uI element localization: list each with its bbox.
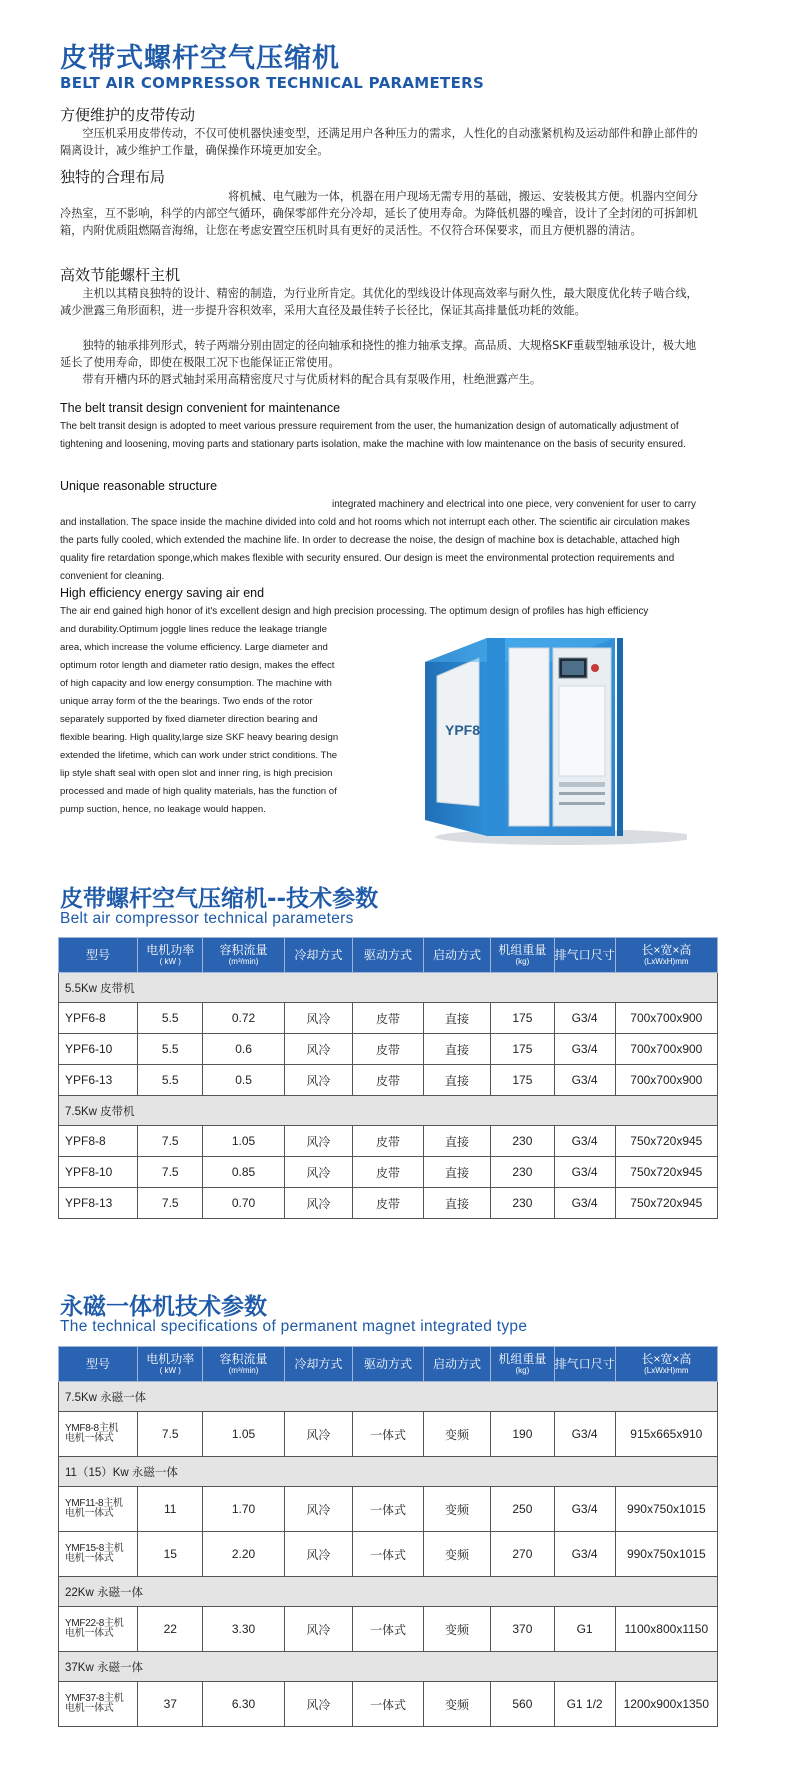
page-title-cn: 皮带式螺杆空气压缩机 (60, 43, 340, 74)
group-row (59, 973, 718, 1003)
table-cell: 230 (491, 1126, 554, 1157)
table-cell: 230 (491, 1188, 554, 1219)
table-cell: 5.5 (138, 1065, 203, 1096)
table-cell: 1.05 (203, 1412, 284, 1457)
table-cell: 变频 (423, 1682, 490, 1727)
table-cell: 6.30 (203, 1682, 284, 1727)
table-cell: 370 (491, 1607, 554, 1652)
col-flow: 容积流量 (m³/min) (203, 938, 284, 973)
table-cell: 7.5 (138, 1412, 203, 1457)
table-cell: 990x750x1015 (615, 1532, 717, 1577)
en-section-heading: Unique reasonable structure (60, 479, 218, 493)
table-cell: 5.5 (138, 1003, 203, 1034)
col-dims: 长×宽×高 (LxWxH)mm (615, 938, 717, 973)
table-cell: 一体式 (353, 1487, 424, 1532)
model-cell: YMF37-8主机 电机一体式 (59, 1682, 138, 1727)
table-row (59, 1034, 718, 1065)
table-cell: 11 (138, 1487, 203, 1532)
model-cell: YPF6-10 (59, 1034, 138, 1065)
table-cell: 风冷 (284, 1126, 353, 1157)
table-cell: 一体式 (353, 1532, 424, 1577)
table-header-row (59, 938, 718, 973)
page-title-en: BELT AIR COMPRESSOR TECHNICAL PARAMETERS (60, 74, 485, 92)
en-section-paragraph: The air end gained high honor of it's excellent design and high precision processing. The optimum design of profiles has high efficiency (60, 606, 649, 617)
table-row (59, 1157, 718, 1188)
table-cell: 皮带 (353, 1065, 424, 1096)
cn-section-heading: 高效节能螺杆主机 (60, 266, 181, 284)
table-row (59, 1532, 718, 1577)
col-model: 型号 (59, 1347, 138, 1382)
model-cell: YMF15-8主机 电机一体式 (59, 1532, 138, 1577)
table-cell: 直接 (423, 1157, 490, 1188)
col-start: 启动方式 (423, 938, 490, 973)
table-cell: 变频 (423, 1487, 490, 1532)
table-header-row (59, 1347, 718, 1382)
table-cell: 1100x800x1150 (615, 1607, 717, 1652)
table-cell: 1200x900x1350 (615, 1682, 717, 1727)
table-cell: 直接 (423, 1034, 490, 1065)
table-cell: G3/4 (554, 1188, 615, 1219)
table-cell: 变频 (423, 1412, 490, 1457)
col-outlet: 排气口尺寸 (554, 938, 615, 973)
col-dims: 长×宽×高 (LxWxH)mm (615, 1347, 717, 1382)
table-cell: G3/4 (554, 1034, 615, 1065)
table2-title-en: The technical specifications of permanent magnet integrated type (60, 1318, 528, 1335)
table-row (59, 1003, 718, 1034)
table-cell: 0.70 (203, 1188, 284, 1219)
table-cell: 0.72 (203, 1003, 284, 1034)
table-cell: 皮带 (353, 1003, 424, 1034)
table-cell: G3/4 (554, 1532, 615, 1577)
en-section-paragraph: integrated machinery and electrical into one piece, very convenient for user to carry and installation. The space inside the machine divided into cold and hot rooms which not interrupt each other. The scientific air circulation makes the parts fully cooled, which extended the machine life. In order to decrease the noise, the design of machine box is detachable, attached high quality fire retardation sponge,which makes flexible with security ensured. Our design is meet the environmental protection requirements and convenient for cleaning. (60, 499, 696, 582)
model-cell: YMF22-8主机 电机一体式 (59, 1607, 138, 1652)
group-row (59, 1457, 718, 1487)
table-cell: 直接 (423, 1188, 490, 1219)
table-cell: 175 (491, 1034, 554, 1065)
table-cell: 560 (491, 1682, 554, 1727)
table1-title-en: Belt air compressor technical parameters (60, 910, 354, 927)
en-section-heading: The belt transit design convenient for maintenance (60, 401, 341, 415)
table-cell: 皮带 (353, 1126, 424, 1157)
table-cell: G3/4 (554, 1126, 615, 1157)
group-row (59, 1577, 718, 1607)
table-cell: 7.5 (138, 1126, 203, 1157)
table-row (59, 1065, 718, 1096)
table-cell: 37 (138, 1682, 203, 1727)
table-cell: 175 (491, 1065, 554, 1096)
group-label: 22Kw 永磁一体 (59, 1577, 718, 1607)
model-cell: YMF8-8主机 电机一体式 (59, 1412, 138, 1457)
table-cell: 5.5 (138, 1034, 203, 1065)
col-power: 电机功率 ( kW ) (138, 1347, 203, 1382)
group-label: 7.5Kw 永磁一体 (59, 1382, 718, 1412)
table-cell: 一体式 (353, 1412, 424, 1457)
table-cell: 风冷 (284, 1034, 353, 1065)
cn-section-paragraph: 独特的轴承排列形式，转子两端分别由固定的径向轴承和挠性的推力轴承支撑。高品质、大规格SKF重载型轴承设计，极大地延长了使用寿命，即使在极限工况下也能保证正常使用。 (60, 339, 697, 369)
table-cell: 990x750x1015 (615, 1487, 717, 1532)
col-weight: 机组重量 (kg) (491, 1347, 554, 1382)
table-cell: 3.30 (203, 1607, 284, 1652)
col-power: 电机功率 ( kW ) (138, 938, 203, 973)
model-cell: YPF8-10 (59, 1157, 138, 1188)
table-cell: 风冷 (284, 1607, 353, 1652)
table-cell: 0.6 (203, 1034, 284, 1065)
table-cell: 7.5 (138, 1157, 203, 1188)
table-cell: 风冷 (284, 1188, 353, 1219)
spec-table-permanent-magnet (58, 1346, 718, 1727)
table-row (59, 1487, 718, 1532)
table-cell: 250 (491, 1487, 554, 1532)
table-cell: 皮带 (353, 1188, 424, 1219)
table-cell: 1.05 (203, 1126, 284, 1157)
cn-section-paragraph: 将机械、电气融为一体，机器在用户现场无需专用的基础，搬运、安装极其方便。机器内空间分冷热室，互不影响，科学的内部空气循环，确保零部件充分冷却，延长了使用寿命。为降低机器的噪音，设计了全封闭的可拆卸机箱，内附优质阻燃隔音海绵，让您在考虑安置空压机时具有更好的灵活性。不仅符合环保要求，而且方便机器的清洁。 (60, 190, 698, 237)
en-section-paragraph-continued: and durability.Optimum joggle lines reduce the leakage triangle area, which increase the volume efficiency. Large diameter and optimum rotor length and diameter ratio design, makes the effect of high capacity and low energy consumption. The machine with unique array form of the the bearings. Two ends of the rotor separately supported by fixed diameter direction bearing and flexible bearing. High quality,large size SKF heavy bearing design extended the lifetime, which can work under strict conditions. The lip style shaft seal with open slot and inner ring, is high precision processed and made of high quality materials, has the function of pump suction, hence, no leakage would happen. (60, 624, 339, 815)
table-cell: 风冷 (284, 1532, 353, 1577)
table-cell: 750x720x945 (615, 1126, 717, 1157)
table-row (59, 1126, 718, 1157)
table-cell: G3/4 (554, 1065, 615, 1096)
cn-section-paragraph: 空压机采用皮带传动，不仅可使机器快速变型，还满足用户各种压力的需求，人性化的自动涨紧机构及运动部件和静止部件的隔离设计，减少维护工作量，确保操作环境更加安全。 (60, 127, 698, 157)
group-row (59, 1652, 718, 1682)
table-row (59, 1188, 718, 1219)
cn-section-paragraph: 主机以其精良独特的设计、精密的制造，为行业所肯定。其优化的型线设计体现高效率与耐久性，最大限度优化转子啮合线，减少泄露三角形面积，进一步提升容积效率，采用大直径及最佳转子长径比，保证其高排量低功耗的效能。 (60, 287, 698, 317)
table-cell: 230 (491, 1157, 554, 1188)
col-cooling: 冷却方式 (284, 938, 353, 973)
model-cell: YPF6-8 (59, 1003, 138, 1034)
group-row (59, 1382, 718, 1412)
col-weight: 机组重量 (kg) (491, 938, 554, 973)
col-start: 启动方式 (423, 1347, 490, 1382)
col-outlet: 排气口尺寸 (554, 1347, 615, 1382)
table-cell: G3/4 (554, 1157, 615, 1188)
table-cell: 风冷 (284, 1412, 353, 1457)
table-cell: 风冷 (284, 1065, 353, 1096)
table-cell: 2.20 (203, 1532, 284, 1577)
table-cell: 750x720x945 (615, 1188, 717, 1219)
table-row (59, 1412, 718, 1457)
col-flow: 容积流量 (m³/min) (203, 1347, 284, 1382)
table-cell: 直接 (423, 1126, 490, 1157)
table-cell: 7.5 (138, 1188, 203, 1219)
cn-section-paragraph: 带有开槽内环的唇式轴封采用高精密度尺寸与优质材料的配合具有泵吸作用，杜绝泄露产生。 (82, 373, 542, 386)
table-cell: 变频 (423, 1532, 490, 1577)
compressor-illustration (425, 630, 687, 845)
table-cell: 0.5 (203, 1065, 284, 1096)
table-cell: 风冷 (284, 1682, 353, 1727)
table-cell: 1.70 (203, 1487, 284, 1532)
table-cell: 变频 (423, 1607, 490, 1652)
col-cooling: 冷却方式 (284, 1347, 353, 1382)
machine-model-label: YPF8 (445, 722, 481, 738)
table1-title-cn: 皮带螺杆空气压缩机--技术参数 (60, 886, 379, 912)
group-label: 37Kw 永磁一体 (59, 1652, 718, 1682)
group-label: 5.5Kw 皮带机 (59, 973, 718, 1003)
table-cell: 风冷 (284, 1003, 353, 1034)
group-label: 11（15）Kw 永磁一体 (59, 1457, 718, 1487)
cn-section-heading: 方便维护的皮带传动 (60, 106, 196, 124)
table-cell: 风冷 (284, 1487, 353, 1532)
table-cell: 700x700x900 (615, 1034, 717, 1065)
table-cell: G1 (554, 1607, 615, 1652)
table2-title-cn: 永磁一体机技术参数 (60, 1294, 267, 1320)
table-cell: 915x665x910 (615, 1412, 717, 1457)
table-cell: 直接 (423, 1003, 490, 1034)
spec-table-belt (58, 937, 718, 1219)
table-cell: G3/4 (554, 1003, 615, 1034)
table-cell: 750x720x945 (615, 1157, 717, 1188)
table-cell: 270 (491, 1532, 554, 1577)
table-cell: 一体式 (353, 1682, 424, 1727)
model-cell: YMF11-8主机 电机一体式 (59, 1487, 138, 1532)
table-row (59, 1682, 718, 1727)
table-cell: G3/4 (554, 1412, 615, 1457)
table-cell: 风冷 (284, 1157, 353, 1188)
table-cell: G3/4 (554, 1487, 615, 1532)
table-cell: 190 (491, 1412, 554, 1457)
table-cell: 0.85 (203, 1157, 284, 1188)
compressor-product-image (425, 630, 687, 845)
cn-section-heading: 独特的合理布局 (60, 168, 166, 186)
table-cell: 175 (491, 1003, 554, 1034)
en-section-heading: High efficiency energy saving air end (60, 586, 265, 600)
group-row (59, 1096, 718, 1126)
col-drive: 驱动方式 (353, 1347, 424, 1382)
table-row (59, 1607, 718, 1652)
table-cell: 22 (138, 1607, 203, 1652)
table-cell: 700x700x900 (615, 1065, 717, 1096)
model-cell: YPF8-13 (59, 1188, 138, 1219)
group-label: 7.5Kw 皮带机 (59, 1096, 718, 1126)
en-section-paragraph: The belt transit design is adopted to meet various pressure requirement from the user, the humanization design of automatically adjustment of tightening and loosening, moving parts and stationary parts isolation, make the machine with low maintenance on the basis of security ensured. (60, 421, 686, 450)
col-model: 型号 (59, 938, 138, 973)
table-cell: 直接 (423, 1065, 490, 1096)
model-cell: YPF8-8 (59, 1126, 138, 1157)
table-cell: 一体式 (353, 1607, 424, 1652)
table-cell: 皮带 (353, 1157, 424, 1188)
table-cell: G1 1/2 (554, 1682, 615, 1727)
table-cell: 皮带 (353, 1034, 424, 1065)
model-cell: YPF6-13 (59, 1065, 138, 1096)
table-cell: 700x700x900 (615, 1003, 717, 1034)
col-drive: 驱动方式 (353, 938, 424, 973)
table-cell: 15 (138, 1532, 203, 1577)
